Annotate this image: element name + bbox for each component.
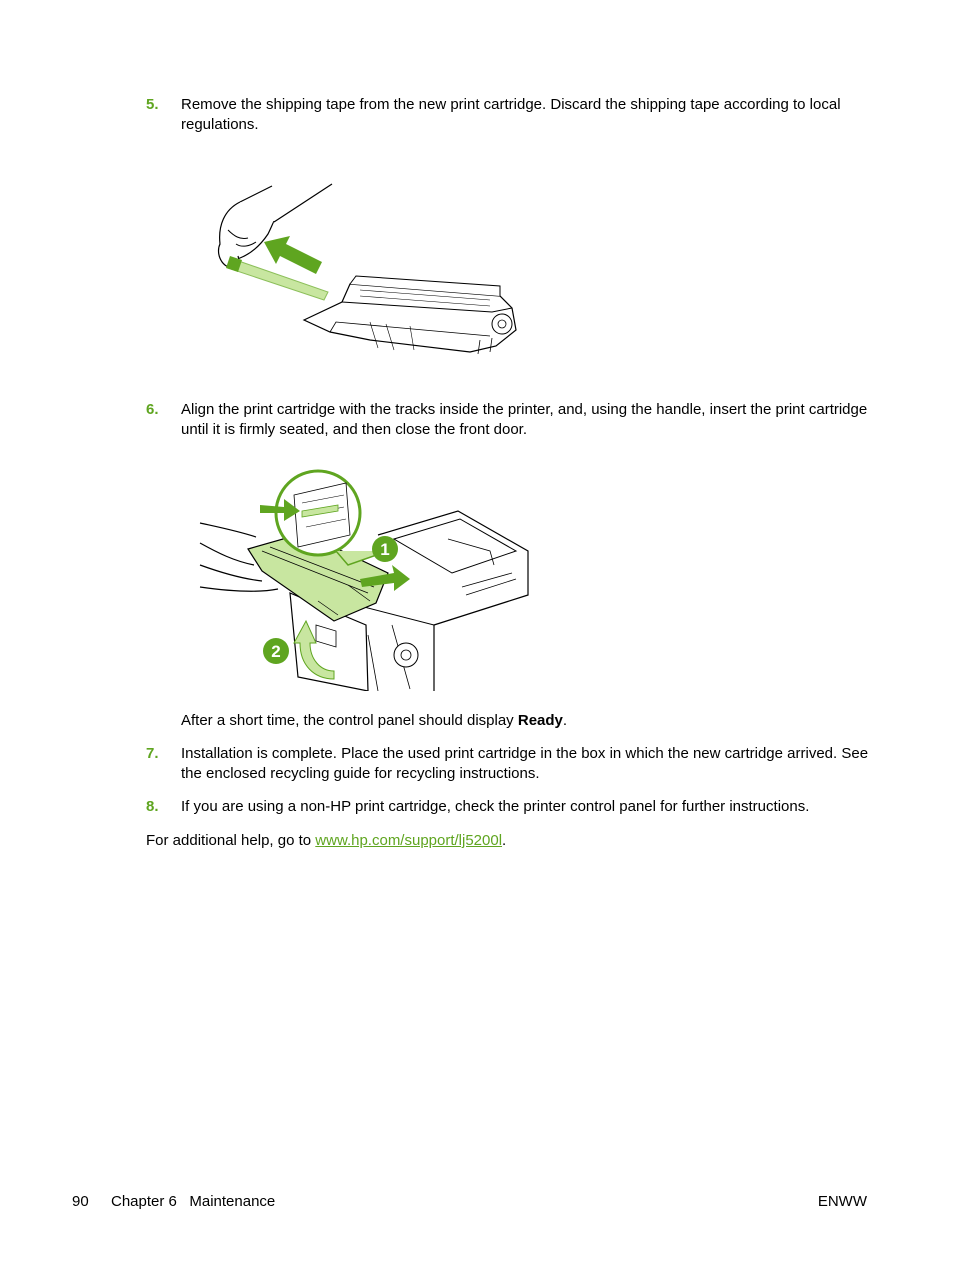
footer-right: ENWW — [817, 1193, 867, 1210]
step-text: Installation is complete. Place the used print cartridge in the box in which the new cartridge arrived. See the enclosed recycling guide for recycling instructions. — [181, 745, 869, 782]
step-number: 8. — [146, 798, 159, 815]
step-number: 7. — [146, 745, 159, 762]
ready-note: After a short time, the control panel should display Ready. — [181, 712, 568, 729]
step-6 — [146, 400, 876, 440]
step-text: If you are using a non-HP print cartridge, check the printer control panel for further instructions. — [181, 798, 810, 815]
step-number: 6. — [146, 401, 159, 418]
callout-1: 1 — [380, 540, 390, 559]
step-7 — [146, 744, 876, 784]
step-text: Remove the shipping tape from the new print cartridge. Discard the shipping tape according to local regulations. — [181, 96, 841, 133]
chapter-title: Chapter 6 Maintenance — [111, 1193, 276, 1210]
step-number: 5. — [146, 96, 159, 113]
page-number: 90 — [72, 1193, 89, 1210]
tape-removal-illustration — [210, 180, 530, 360]
step-8 — [146, 797, 876, 817]
support-link[interactable]: www.hp.com/support/lj5200l — [315, 832, 503, 849]
cartridge-insertion-illustration — [198, 455, 532, 691]
step-5 — [146, 95, 876, 135]
step-text: Align the print cartridge with the tracks inside the printer, and, using the handle, insert the print cartridge until it is firmly seated, and then close the front door. — [181, 401, 868, 438]
ready-status: Ready — [517, 712, 563, 729]
callout-2: 2 — [271, 642, 281, 661]
additional-help: For additional help, go to www.hp.com/support/lj5200l. — [146, 832, 507, 849]
